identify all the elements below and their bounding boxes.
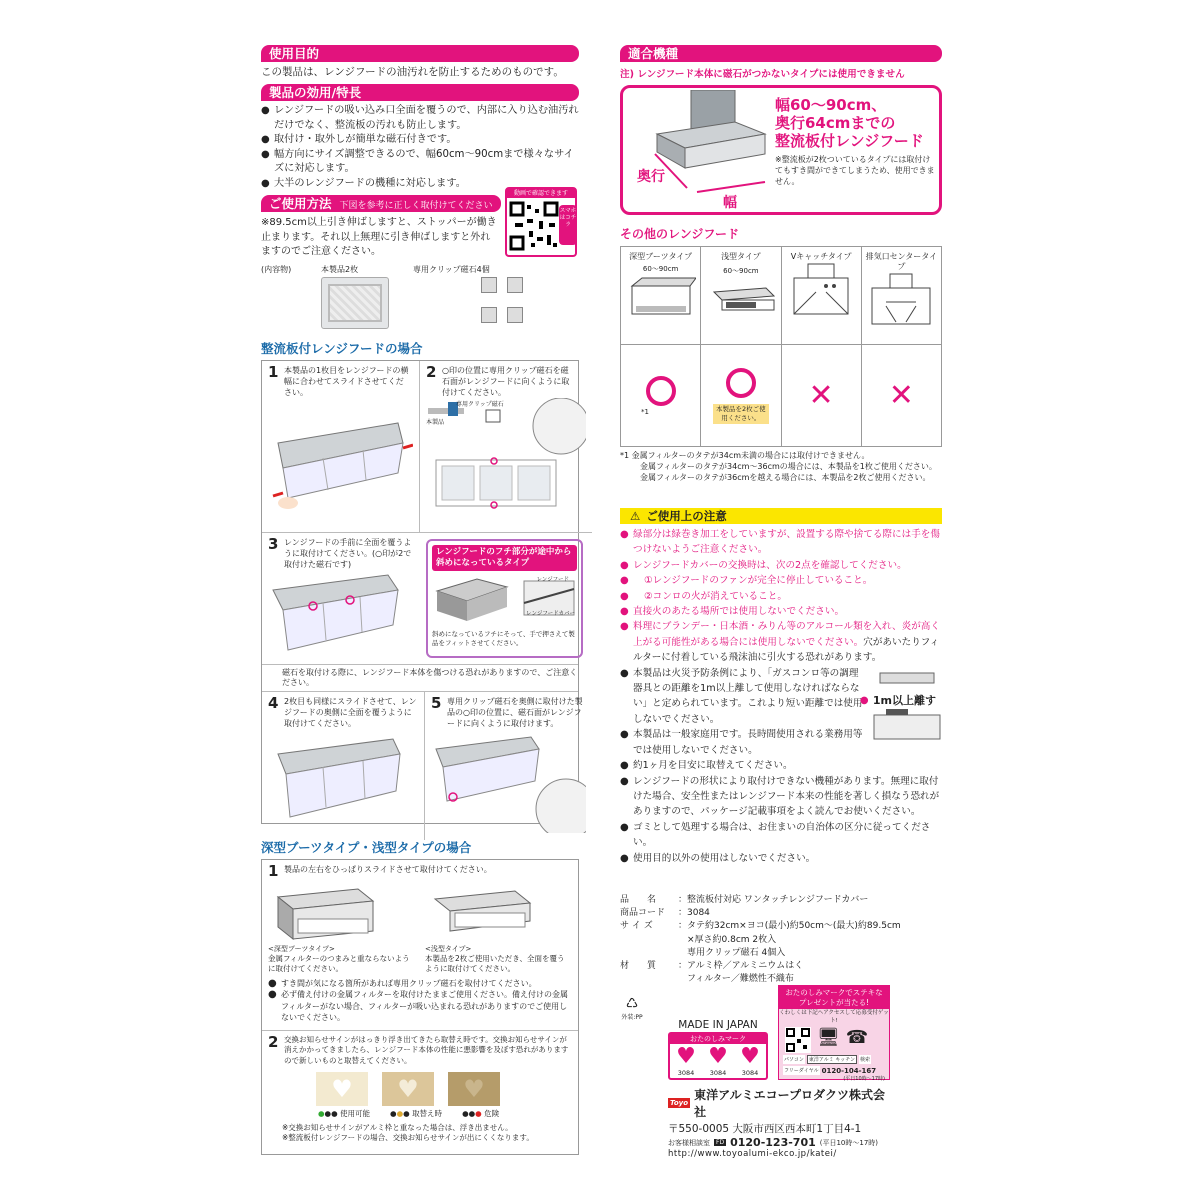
effect-item: ● 幅方向にサイズ調整できるので、幅60cm〜90cmまで様々なサイズに対応します。	[261, 148, 579, 177]
signal-note: ※交換お知らせサインがアルミ枠と重なった場合は、浮き出ません。	[282, 1123, 513, 1132]
step-5	[425, 692, 592, 840]
caution-item: ● 使用目的以外の使用はしないでください。	[620, 851, 942, 866]
section2-bullet: ● すき間が気になる箇所があれば専用クリップ磁石を取付けてください。	[268, 978, 572, 990]
company-logo: Toyo	[670, 1099, 689, 1107]
caution-item: ● ゴミとして処理する場合は、お住まいの自治体の区分に従ってください。	[620, 820, 942, 851]
step4-illustration	[268, 729, 418, 829]
effects-title: 製品の効用/特長	[261, 84, 579, 101]
purpose-title: 使用目的	[261, 45, 579, 62]
present-qr-code[interactable]	[785, 1027, 811, 1053]
signal-note: ※整流板付レンジフードの場合、交換お知らせサインが出にくくなります。	[282, 1133, 534, 1142]
distance-label: ● 1m以上離す	[860, 693, 936, 708]
video-label: 動画で確認できます	[507, 189, 575, 198]
effect-item: ● 大半のレンジフードの機種に対応します。	[261, 177, 579, 192]
caution-item: ● 本製品は一般家庭用です。長時間使用される業務用等では使用しないでください。	[620, 727, 942, 758]
effects-list	[261, 104, 579, 191]
depth-label: 奥行	[637, 169, 665, 185]
present-search-button[interactable]: 検索	[859, 1057, 870, 1063]
present-link[interactable]: パソコン	[784, 1057, 804, 1063]
deep-label: <深型ブーツタイプ>	[268, 944, 335, 953]
clip-magnets-image	[481, 277, 525, 333]
compat-big: 幅60〜90cm、 奥行64cmまでの 整流板付レンジフード	[775, 96, 924, 150]
effect-item: ● レンジフードの吸い込み口全面を覆うので、内部に入り込む油汚れだけでなく、整流板の汚れも防止します。	[261, 104, 579, 133]
step-number: 4	[268, 693, 279, 712]
signal-replace: ●●● 取替え時	[390, 1109, 443, 1118]
special-label-a: レンジフード	[536, 576, 569, 583]
special-type-box	[426, 539, 583, 658]
support-label: お客様相談室	[668, 1138, 710, 1147]
spec-list	[620, 894, 942, 986]
present-search-field[interactable]: 東洋アルミ キッチン	[808, 1057, 855, 1063]
step-text: 製品の左右をひっぱりスライドさせて取付けてください。	[284, 864, 492, 874]
section1-title: 整流板付レンジフードの場合	[261, 340, 423, 356]
step-text: 専用クリップ磁石を奥側に取付けた製品の○印の位置に、磁石面がレンジフードに向くように取付けます。	[447, 696, 583, 728]
other-title: その他のレンジフード	[620, 227, 740, 241]
company-name: 東洋アルミエコープロダクツ株式会社	[694, 1088, 885, 1119]
step-number: 2	[426, 362, 437, 381]
otanoshimi-box: おたのしみマーク ♥ 3084 ♥ 3084 ♥ 3084	[668, 1032, 768, 1080]
caution-item: ● 直接火のあたる場所では使用しないでください。	[620, 604, 942, 619]
step-1	[262, 361, 420, 533]
recycle-mark: ♺ 外装:PP	[621, 996, 643, 1022]
step5-illustration	[431, 729, 586, 833]
section2-title: 深型ブーツタイプ・浅型タイプの場合	[261, 839, 472, 855]
phone-icon: ☎	[845, 1027, 869, 1048]
other-result-center: ✕	[861, 345, 941, 447]
product-label: 本製品	[426, 418, 445, 426]
step-number: 1	[268, 362, 279, 381]
clip-label: 専用クリップ磁石	[456, 400, 504, 408]
spec-row: フィルター／難燃性不織布	[678, 974, 794, 985]
step-number: 2	[268, 1032, 279, 1051]
special-title: レンジフードのフチ部分が途中から斜めになっているタイプ	[432, 545, 577, 571]
step-3	[262, 533, 420, 664]
compat-hood-illustration	[627, 90, 777, 215]
made-in-label: MADE IN JAPAN	[678, 1019, 758, 1031]
purpose-text: この製品は、レンジフードの油汚れを防止するためのものです。	[261, 66, 564, 78]
step-text: 本製品の1枚目をレンジフードの横幅に合わせてスライドさせてください。	[284, 365, 409, 397]
step-text: レンジフードの手前に全面を覆うように取付けてください。(○印が2で取付けた磁石です)	[284, 537, 412, 569]
company-block	[668, 1086, 894, 1159]
other-type-center: 排気口センタータイプ	[861, 247, 941, 345]
shallow-note: 本製品を2枚ご使用いただき、全面を覆うように取付けてください。	[425, 953, 565, 973]
company-address: 〒550-0005 大阪市西区西本町1丁目4-1	[668, 1123, 862, 1135]
signal-labels	[318, 1108, 572, 1119]
compat-note: 注) レンジフード本体に磁石がつかないタイプには使用できません	[620, 69, 905, 80]
qr-code[interactable]	[509, 201, 559, 251]
magnet-warning: 磁石を取付ける際に、レンジフード本体を傷つける恐れがありますので、ご注意ください。	[262, 665, 578, 692]
width-label: 幅	[723, 195, 737, 211]
present-title: おたのしみマークでステキなプレゼントが当たる!	[779, 986, 889, 1009]
present-box	[778, 985, 890, 1080]
section2-bullet: ● 必ず備え付けの金属フィルターを取付けたままご使用ください。備え付けの金属フィルターがない場合、フィルターが吸い込まれる恐れがありますのでご使用しないでください。	[268, 989, 572, 1024]
caution-item: ● 緑部分は緑巻き加工をしていますが、設置する際や捨てる際には手を傷つけないようご注意ください。	[620, 527, 942, 558]
support-phone: 0120-123-701	[730, 1136, 816, 1149]
caution-sub: ● ②コンロの火が消えていること。	[620, 589, 942, 604]
signal-images: ♥ ♥ ♥	[316, 1072, 572, 1106]
step-text: ○印の位置に専用クリップ磁石を磁石面がレンジフードに向くように取付けてください。	[442, 365, 570, 397]
section2-steps	[261, 859, 579, 1155]
step-number: 3	[268, 534, 279, 553]
step-2	[420, 361, 592, 533]
step1-illustration	[268, 398, 413, 513]
present-sub: くわしくは下記へアクセスして応募受付ゲット!	[779, 1010, 889, 1024]
present-hours: (平日10時〜17時)	[843, 1076, 885, 1082]
step-4	[262, 692, 425, 840]
caution-item: ● 約1ヶ月を目安に取替えてください。	[620, 758, 942, 773]
pc-icon: 🖥	[817, 1027, 840, 1048]
caution-title: ⚠ ご使用上の注意	[620, 508, 942, 524]
footnote: *1 金属フィルターのタテが34cm未満の場合には取付けできません。 金属フィルターのタテが34cm〜36cmの場合には、本製品を1枚ご使用ください。 金属フィルターのタテが36cmを越える場合には、本製品を2枚ご使用ください。	[620, 451, 937, 482]
section2-bullets	[268, 978, 572, 1024]
shallow-label: <浅型タイプ>	[425, 944, 472, 953]
step-number: 5	[431, 693, 442, 712]
compat-box	[620, 85, 942, 215]
caution-item: ● 料理にブランデー・日本酒・みりん等のアルコール類を入れ、炎が高く上がる可能性がある場合には使用しないでください。穴があいたりフィルターに付着している飛沫油に引火する恐れがあります。	[620, 619, 942, 665]
caution-list	[620, 527, 942, 866]
contents-clip: 専用クリップ磁石4個	[413, 264, 490, 274]
section1-steps	[261, 360, 583, 824]
step-text: 2枚目も同様にスライドさせて、レンジフードの奥側に全面を覆うように取付けてください。	[284, 696, 417, 728]
other-result-shallow: 本製品を2枚ご使用ください。	[701, 345, 781, 447]
step3-illustration	[268, 570, 418, 665]
caution-item: ● レンジフードの形状により取付けできない機種があります。無理に取付けた場合、安全性またはレンジフード本来の性能を著しく損なう恐れがありますので、パッケージ記載事項をよく読んでお使いください。	[620, 774, 942, 820]
spec-row: 専用クリップ磁石 4個入	[678, 947, 786, 958]
deep-type-illustration	[268, 879, 378, 941]
company-url[interactable]: http://www.toyoalumi-ekco.jp/katei/	[668, 1149, 837, 1159]
signal-danger: ●●● 危険	[462, 1109, 500, 1118]
spec-row: 品 名 ：整流板付対応 ワンタッチレンジフードカバー	[620, 894, 869, 905]
howto-note: ※89.5cm以上引き伸ばしますと、ストッパーが働き止まります。それ以上無理に引き伸ばしますと外れますのでご注意ください。	[261, 217, 497, 257]
right-column	[620, 45, 942, 1021]
recycle-icon: ♺	[625, 996, 639, 1013]
left-column	[261, 45, 583, 1155]
caution-sub: ● ①レンジフードのファンが完全に停止していること。	[620, 573, 942, 588]
other-hoods-table	[620, 246, 942, 447]
effect-item: ● 取付け・取外しが簡単な磁石付きです。	[261, 133, 579, 148]
heart-icon: ♥	[740, 1044, 760, 1069]
support-hours: (平日10時〜17時)	[819, 1138, 879, 1147]
caution-item: ● レンジフードカバーの交換時は、次の2点を確認してください。	[620, 558, 942, 573]
contents-label: (内容物)	[261, 264, 292, 274]
spec-row: 材 質 ：アルミ枠／アルミニウムはく	[620, 960, 804, 971]
step-text: 交換お知らせサインがはっきり浮き出てきたら取替え時です。交換お知らせサインが消えかかってきましたら、レンジフード本体の性能に悪影響を及ぼす恐れがありますので新しいものと取替えてください。	[284, 1034, 569, 1065]
present-phone: 0120-104-167	[821, 1066, 877, 1075]
qr-box[interactable]	[505, 187, 577, 257]
other-result-vcatch: ✕	[781, 345, 861, 447]
smartphone-label: スマホはコチラ	[559, 205, 577, 245]
otanoshimi-label: おたのしみマーク	[670, 1034, 766, 1044]
spec-row: ×厚さ約0.8cm 2枚入	[678, 934, 777, 945]
step2-illustration	[426, 398, 586, 516]
step-number: 1	[268, 861, 279, 880]
special-note: 斜めになっているフチにそって、手で押さえて製品をフィットさせてください。	[432, 629, 575, 647]
spec-row: 商品コード ：3084	[620, 908, 710, 919]
heart-icon: ♥	[708, 1044, 728, 1069]
signal-ok: ●●● 使用可能	[318, 1109, 371, 1118]
caution-item: ● 本製品は火災予防条例により、「ガスコンロ等の調理器具との距離を1m以上離して使用しなければならない」と定められています。これより短い距離では使用しないでください。	[620, 666, 942, 728]
howto-title: ご使用方法 下図を参考に正しく取付けてください	[261, 195, 501, 212]
spec-row: サ イ ズ ：タテ約32cm×ヨコ(最小)約50cm〜(最大)約89.5cm	[620, 921, 901, 932]
free-dial-label: フリーダイヤル	[784, 1068, 819, 1074]
other-result-deep: *1	[621, 345, 701, 447]
contents-main: 本製品2枚	[321, 264, 359, 274]
heart-icon: ♥	[676, 1044, 696, 1069]
other-type-vcatch: Vキャッチタイプ	[781, 247, 861, 345]
special-label-b: レンジフードカバー	[526, 610, 575, 617]
freedial-icon: FD	[716, 1139, 725, 1146]
other-type-shallow: 浅型タイプ 60〜90cm	[701, 247, 781, 345]
shallow-type-illustration	[425, 879, 535, 941]
product-image	[321, 277, 389, 329]
compat-small: ※整流板が2枚ついているタイプには取付けてもすき間ができてしまうため、使用できません。	[775, 155, 935, 186]
deep-note: 金属フィルターのつまみと重ならないように取付けてください。	[268, 953, 410, 973]
compat-title: 適合機種	[620, 45, 942, 62]
other-type-deep: 深型ブーツタイプ 60〜90cm	[621, 247, 701, 345]
